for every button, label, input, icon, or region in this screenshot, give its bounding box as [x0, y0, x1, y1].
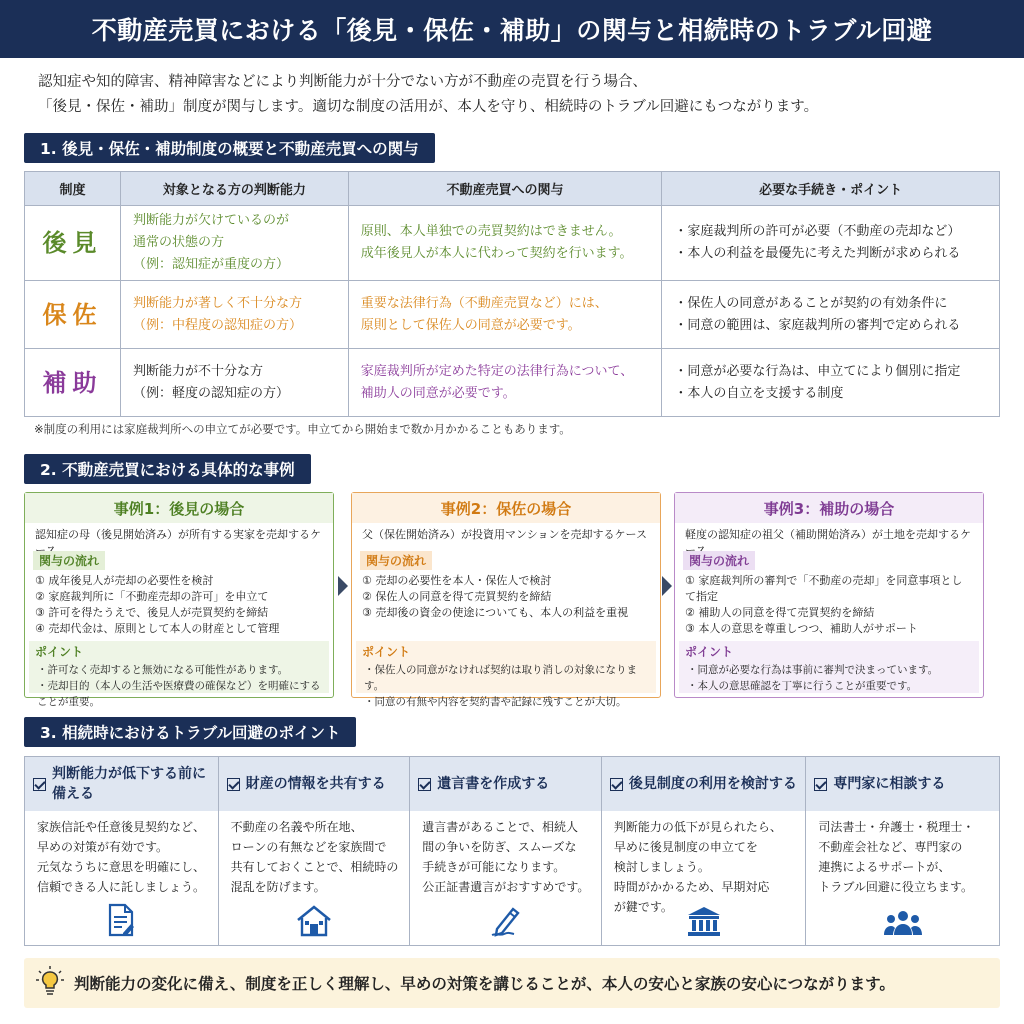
list-item: ③ 本人の意思を尊重しつつ、補助人がサポート	[685, 622, 918, 635]
cell-line: ・保佐人の同意があることが契約の有効条件に	[674, 295, 948, 311]
checkbox-icon	[33, 778, 46, 791]
list-item: ・許可なく売却すると無効になる可能性があります。	[37, 664, 289, 676]
points-cell	[662, 281, 1000, 349]
tip-card-prepare	[25, 757, 219, 945]
cell-line: 成年後見人が本人に代わって契約を行います。	[360, 246, 633, 261]
case-card-3	[674, 492, 984, 698]
tip-heading-text: 財産の情報を共有する	[245, 776, 386, 792]
body-line: 検討しましょう。	[613, 860, 710, 874]
cell-line: ・同意の範囲は、家庭裁判所の審判で定められる	[674, 317, 961, 333]
tip-heading	[219, 757, 410, 811]
tip-heading	[602, 757, 806, 811]
ability-cell	[120, 281, 348, 349]
system-name: 後見	[25, 206, 121, 281]
cell-line: 判断能力が欠けているのが	[132, 213, 289, 228]
table-note: ※制度の利用には家庭裁判所への申立てが必要です。申立てから開始まで数か月かかることもあります。	[34, 422, 571, 436]
arrow-right-icon	[662, 576, 672, 596]
system-name: 保佐	[25, 281, 121, 349]
tip-card-share	[219, 757, 411, 945]
body-line: 不動産の名義や所在地、	[230, 820, 363, 834]
case-card-1	[24, 492, 334, 708]
section-1-title: 1. 後見・保佐・補助制度の概要と不動産売買への関与	[24, 133, 435, 163]
body-line: 早めの対策が有効です。	[37, 840, 169, 854]
tip-heading-text: 遺言書を作成する	[437, 776, 550, 792]
cell-line: （例：認知症が重度の方）	[132, 257, 289, 272]
body-line: 不動産会社など、専門家の	[818, 840, 963, 854]
tip-body	[806, 811, 999, 897]
heading-line: 判断能力が低下する前に	[52, 766, 206, 782]
checkbox-icon	[227, 778, 240, 791]
body-line: 信頼できる人に託しましょう。	[37, 880, 206, 894]
people-icon	[806, 909, 999, 937]
flow-label: 関与の流れ	[360, 551, 432, 570]
list-item: ・売却目的（本人の生活や医療費の確保など）を明確にすることが重要。	[37, 680, 321, 708]
point-label: ポイント	[362, 645, 411, 659]
body-line: トラブル回避に役立ちます。	[818, 880, 973, 894]
involvement-cell	[348, 206, 662, 281]
table-header: 必要な手続き・ポイント	[662, 172, 1000, 206]
cell-line: 判断能力が不十分な方	[132, 363, 263, 379]
document-icon	[25, 903, 218, 937]
ability-cell	[120, 206, 348, 281]
section-3-title: 3. 相続時におけるトラブル回避のポイント	[24, 717, 356, 747]
intro-text	[38, 70, 998, 120]
checkbox-icon	[610, 778, 623, 791]
tip-heading	[806, 757, 999, 811]
cell-line: ・家庭裁判所の許可が必要（不動産の売却など）	[674, 224, 961, 239]
tip-body	[219, 811, 410, 897]
intro-line-2: 「後見・保佐・補助」制度が関与します。適切な制度の活用が、本人を守り、相続時のトラブル回避にもつながります。	[38, 99, 819, 115]
flow-list	[352, 570, 660, 621]
case-title: 事例1：後見の場合	[25, 493, 333, 523]
footer-text: 判断能力の変化に備え、制度を正しく理解し、早めの対策を講じることが、本人の安心と家族の安心につながります。	[74, 975, 895, 993]
table-row	[25, 349, 1000, 417]
body-line: 共有しておくことで、相続時の	[230, 860, 399, 874]
list-item: ・同意の有無や内容を契約書や記録に残すことが大切。	[364, 696, 627, 708]
flow-list	[25, 570, 333, 637]
courthouse-icon	[602, 905, 806, 937]
point-box	[29, 641, 329, 708]
points-cell	[662, 349, 1000, 417]
case-title: 事例2：保佐の場合	[352, 493, 660, 523]
case-card-2	[351, 492, 661, 708]
case-description: 軽度の認知症の祖父（補助開始済み）が土地を売却するケ	[685, 528, 971, 541]
table-header: 不動産売買への関与	[348, 172, 662, 206]
flow-label: 関与の流れ	[33, 551, 105, 570]
table-header-row	[25, 172, 1000, 206]
tip-heading-text: 専門家に相談する	[833, 776, 946, 792]
cell-line: ・本人の利益を最優先に考えた判断が求められる	[674, 246, 961, 261]
table-header: 対象となる方の判断能力	[120, 172, 348, 206]
tip-card-experts	[806, 757, 999, 945]
body-line: 司法書士・弁護士・税理士・	[818, 820, 975, 834]
system-table	[24, 171, 1000, 417]
tip-body	[602, 811, 806, 917]
tip-card-guardianship	[602, 757, 807, 945]
table-header: 制度	[25, 172, 121, 206]
cell-line: 重要な法律行為（不動産売買など）には、	[360, 295, 608, 311]
case-description: 父（保佐開始済み）が投資用マンションを売却するケース	[362, 528, 647, 541]
body-line: 手続きが可能になります。	[422, 860, 566, 874]
cell-line: ・同意が必要な行為は、申立てにより個別に指定	[674, 363, 961, 379]
case-description: 認知症の母（後見開始済み）が所有する実家を売却するケ	[35, 528, 321, 541]
system-name: 補助	[25, 349, 121, 417]
point-box	[356, 641, 656, 708]
cell-line: 原則、本人単独での売買契約はできません。	[360, 224, 622, 239]
body-line: 間の争いを防ぎ、スムーズな	[422, 840, 577, 854]
tip-heading-text: 後見制度の利用を検討する	[628, 776, 797, 792]
tip-body	[25, 811, 218, 897]
cell-line: 補助人の同意が必要です。	[360, 385, 516, 401]
point-label: ポイント	[685, 645, 734, 659]
body-line: 早めに後見制度の申立てを	[613, 840, 758, 854]
point-label: ポイント	[35, 645, 84, 659]
cell-line: （例：中程度の認知症の方）	[132, 317, 302, 333]
house-icon	[219, 905, 410, 937]
list-item: ① 成年後見人が売却の必要性を検討	[35, 574, 214, 587]
body-line: 混乱を防げます。	[230, 880, 326, 894]
list-item: ① 家庭裁判所の審判で「不動産の売却」を同意事項として指定	[685, 574, 963, 603]
pen-icon	[410, 905, 601, 937]
flow-label: 関与の流れ	[683, 551, 755, 570]
cell-line: ・本人の自立を支援する制度	[674, 385, 844, 401]
point-list	[679, 662, 979, 694]
checkbox-icon	[814, 778, 827, 791]
tip-heading-text	[52, 764, 206, 804]
tips-row	[24, 756, 1000, 946]
body-line: 公正証書遺言がおすすめです。	[422, 880, 590, 894]
footer-banner	[24, 958, 1000, 1008]
body-line: ローンの有無などを家族間で	[230, 840, 387, 854]
points-cell	[662, 206, 1000, 281]
table-row	[25, 281, 1000, 349]
list-item: ④ 売却代金は、原則として本人の財産として管理	[35, 622, 280, 635]
cell-line: （例：軽度の認知症の方）	[132, 385, 289, 401]
tip-card-will	[410, 757, 602, 945]
arrow-right-icon	[338, 576, 348, 596]
tip-heading	[25, 757, 218, 811]
list-item: ・保佐人の同意がなければ契約は取り消しの対象になります。	[364, 664, 637, 692]
body-line: 連携によるサポートが、	[818, 860, 951, 874]
list-item: ・同意が必要な行為は事前に審判で決まっています。	[687, 664, 939, 676]
cell-line: 原則として保佐人の同意が必要です。	[360, 317, 581, 333]
body-line: 判断能力の低下が見られたら、	[613, 820, 782, 834]
list-item: ③ 売却後の資金の使途についても、本人の利益を重視	[362, 606, 629, 619]
involvement-cell	[348, 349, 662, 417]
body-line: 元気なうちに意思を明確にし、	[37, 860, 206, 874]
section-2-title: 2. 不動産売買における具体的な事例	[24, 454, 311, 484]
point-box	[679, 641, 979, 693]
body-line: 家族信託や任意後見契約など、	[37, 820, 206, 834]
list-item: ③ 許可を得たうえで、後見人が売買契約を締結	[35, 606, 269, 619]
heading-line: 備える	[52, 786, 94, 802]
cell-line: 家庭裁判所が定めた特定の法律行為について、	[360, 363, 634, 379]
table-row	[25, 206, 1000, 281]
point-list	[356, 662, 656, 710]
lightbulb-icon	[36, 966, 64, 1000]
flow-list	[675, 570, 983, 637]
cell-line: 通常の状態の方	[132, 235, 224, 250]
list-item: ① 売却の必要性を本人・保佐人で検討	[362, 574, 552, 587]
list-item: ・本人の意思確認を丁寧に行うことが重要です。	[687, 680, 918, 692]
ability-cell	[120, 349, 348, 417]
intro-line-1: 認知症や知的障害、精神障害などにより判断能力が十分でない方が不動産の売買を行う場合、	[38, 74, 647, 90]
involvement-cell	[348, 281, 662, 349]
point-list	[29, 662, 329, 710]
tip-heading	[410, 757, 601, 811]
body-line: が鍵です。	[613, 900, 673, 914]
list-item: ② 保佐人の同意を得て売買契約を締結	[362, 590, 552, 603]
case-title: 事例3：補助の場合	[675, 493, 983, 523]
tip-body	[410, 811, 601, 897]
page-title: 不動産売買における「後見・保佐・補助」の関与と相続時のトラブル回避	[0, 0, 1024, 58]
body-line: 時間がかかるため、早期対応	[613, 880, 770, 894]
list-item: ② 家庭裁判所に「不動産売却の許可」を申立て	[35, 590, 269, 603]
cell-line: 判断能力が著しく不十分な方	[132, 295, 302, 311]
list-item: ② 補助人の同意を得て売買契約を締結	[685, 606, 875, 619]
body-line: 遺言書があることで、相続人	[422, 820, 578, 834]
checkbox-icon	[418, 778, 431, 791]
